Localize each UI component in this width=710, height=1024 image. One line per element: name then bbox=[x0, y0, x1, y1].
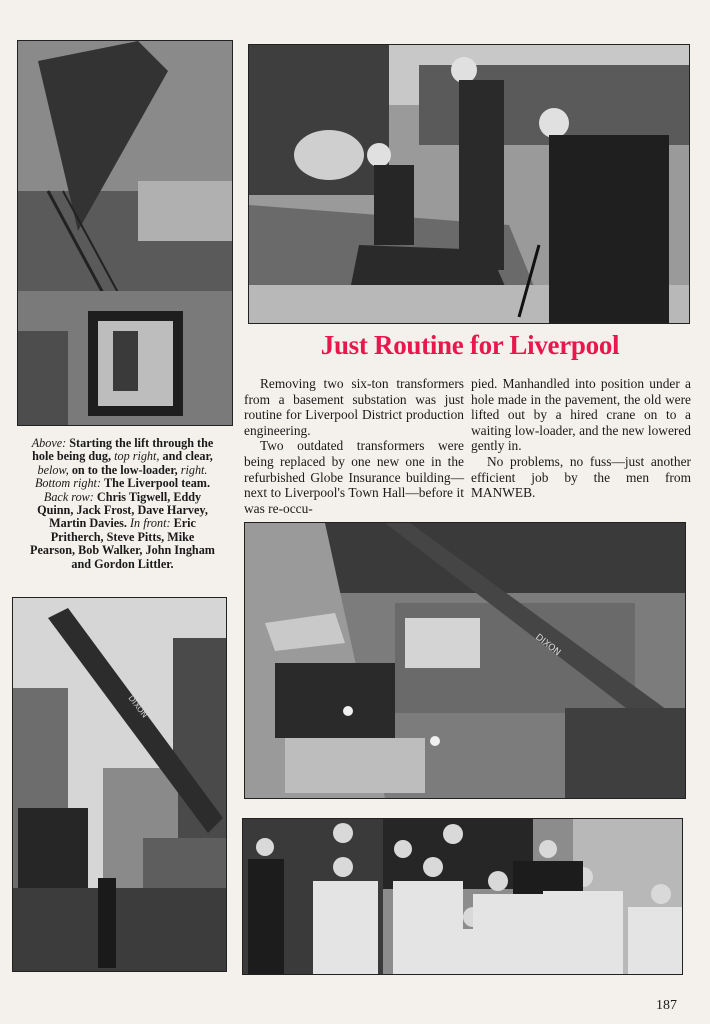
photo-lift-through-hole bbox=[17, 40, 233, 426]
photo-crane-street bbox=[12, 597, 227, 972]
photo-aerial-lowering bbox=[244, 522, 686, 799]
article-column-2 bbox=[471, 376, 691, 501]
caption-text: Starting the lift through the hole being dug, bbox=[32, 436, 214, 464]
article-paragraph: No problems, no fuss—just another efficient job by the men from MANWEB. bbox=[471, 453, 691, 501]
photo-caption bbox=[30, 437, 215, 571]
page-number: 187 bbox=[656, 998, 677, 1013]
caption-text: Eric Pritherch, Steve Pitts, Mike Pearson, Bob Walker, John Ingham and Gordon Littler. bbox=[30, 516, 215, 571]
caption-label: Above: bbox=[31, 436, 67, 450]
article-paragraph: Two outdated transformers were being replaced by one new one in the refurbished Globe Insurance building—next to Liverpool's Town Hall—before it was re-occu- bbox=[244, 438, 464, 516]
headline: Just Routine for Liverpool bbox=[320, 330, 620, 360]
caption-label: below, bbox=[37, 462, 69, 477]
caption-text: Chris Tigwell, Eddy Quinn, Jack Frost, Dave Harvey, Martin Davies. bbox=[37, 489, 208, 531]
caption-label: Back row: bbox=[43, 489, 94, 504]
crane-brand-label: DIXON bbox=[533, 632, 563, 659]
article-column-1 bbox=[244, 376, 464, 516]
caption-label: In front: bbox=[130, 516, 171, 531]
caption-label: Bottom right: bbox=[34, 476, 101, 491]
caption-text: and clear, bbox=[162, 449, 213, 464]
crane-brand-label: DIXON bbox=[126, 693, 150, 720]
caption-label: top right, bbox=[114, 449, 160, 464]
photo-liverpool-team bbox=[242, 818, 683, 975]
caption-text: on to the low-loader, bbox=[71, 462, 178, 477]
caption-text: The Liverpool team. bbox=[104, 476, 210, 491]
photo-workers-digging bbox=[248, 44, 690, 324]
article-paragraph: Removing two six-ton transformers from a basement substation was just routine for Liverpool District production engineering. bbox=[244, 376, 464, 438]
article-paragraph: pied. Manhandled into position under a hole made in the pavement, the old were lifted out by a hired crane on to a waiting low-loader, and the new lowered gently in. bbox=[471, 376, 691, 454]
caption-label: right. bbox=[180, 462, 208, 477]
